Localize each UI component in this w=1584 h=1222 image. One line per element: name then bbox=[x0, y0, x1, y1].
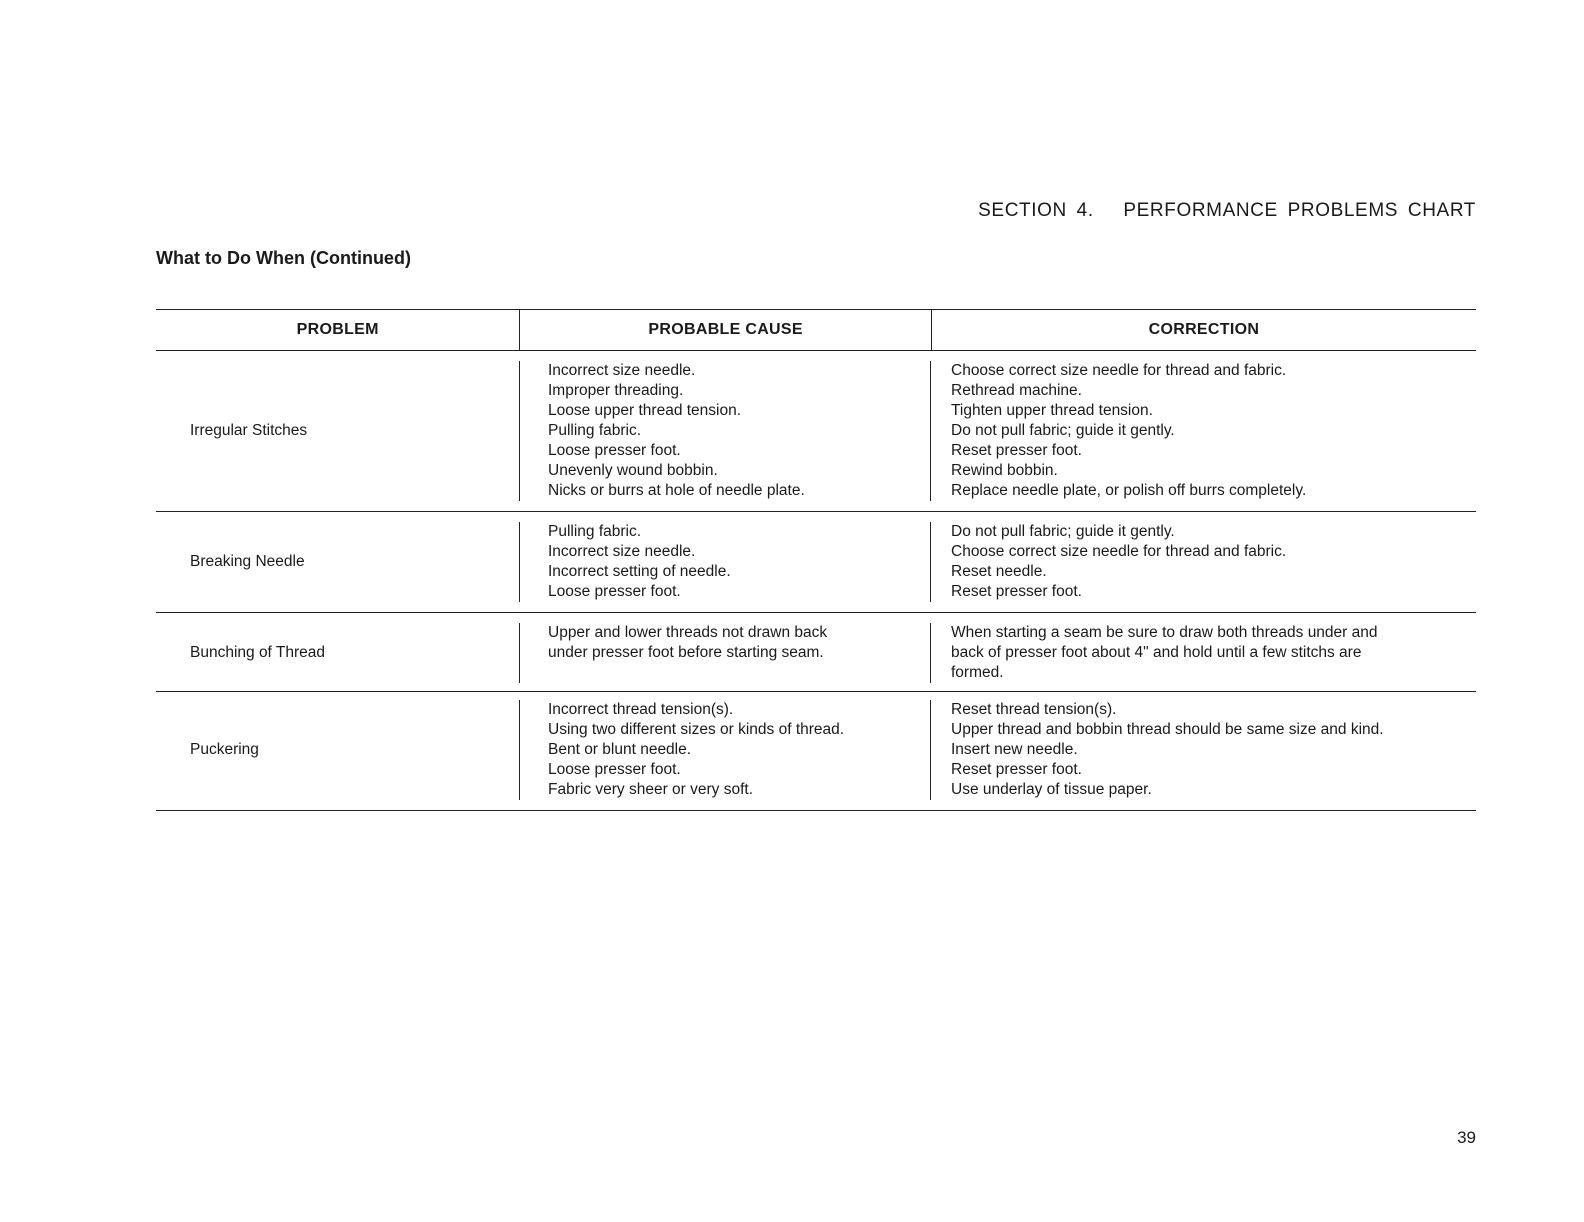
cause-line: Nicks or burrs at hole of needle plate. bbox=[548, 482, 805, 499]
cause-line: Loose presser foot. bbox=[548, 583, 681, 600]
correction-cell bbox=[931, 522, 1476, 602]
cause-line: Incorrect setting of needle. bbox=[548, 563, 731, 580]
table-row bbox=[156, 692, 1476, 811]
correction-line: Upper thread and bobbin thread should be same size and kind. bbox=[951, 721, 1384, 738]
problem-cell: Breaking Needle bbox=[156, 522, 520, 602]
correction-line: Replace needle plate, or polish off burrs completely. bbox=[951, 482, 1307, 499]
correction-line: Use underlay of tissue paper. bbox=[951, 781, 1152, 798]
correction-cell bbox=[931, 623, 1476, 683]
cause-line: Improper threading. bbox=[548, 382, 684, 399]
cause-cell bbox=[520, 361, 931, 501]
problem-cell: Irregular Stitches bbox=[156, 361, 520, 501]
correction-line: Tighten upper thread tension. bbox=[951, 402, 1153, 419]
correction-line: Insert new needle. bbox=[951, 741, 1078, 758]
cause-line: Incorrect thread tension(s). bbox=[548, 701, 734, 718]
problem-cell: Bunching of Thread bbox=[156, 623, 520, 683]
cause-line: Loose presser foot. bbox=[548, 761, 681, 778]
correction-line: Do not pull fabric; guide it gently. bbox=[951, 523, 1175, 540]
correction-line: Reset presser foot. bbox=[951, 761, 1082, 778]
correction-line: Rewind bobbin. bbox=[951, 462, 1058, 479]
table-header bbox=[156, 309, 1476, 351]
problem-cell: Puckering bbox=[156, 700, 520, 800]
cause-line: Pulling fabric. bbox=[548, 422, 642, 439]
correction-line: Choose correct size needle for thread and fabric. bbox=[951, 362, 1287, 379]
correction-line: Reset needle. bbox=[951, 563, 1047, 580]
cause-line: Fabric very sheer or very soft. bbox=[548, 781, 754, 798]
cause-line: Incorrect size needle. bbox=[548, 362, 696, 379]
correction-line: Rethread machine. bbox=[951, 382, 1082, 399]
correction-line: formed. bbox=[951, 664, 1004, 681]
cause-line: Using two different sizes or kinds of thread. bbox=[548, 721, 845, 738]
cause-line: Pulling fabric. bbox=[548, 523, 642, 540]
correction-line: Do not pull fabric; guide it gently. bbox=[951, 422, 1175, 439]
cause-line: Loose upper thread tension. bbox=[548, 402, 742, 419]
cause-line: under presser foot before starting seam. bbox=[548, 644, 824, 661]
correction-line: Reset presser foot. bbox=[951, 583, 1082, 600]
cause-line: Upper and lower threads not drawn back bbox=[548, 624, 828, 641]
cause-line: Loose presser foot. bbox=[548, 442, 681, 459]
table-row bbox=[156, 351, 1476, 512]
performance-problems-table bbox=[156, 309, 1476, 811]
correction-line: Reset thread tension(s). bbox=[951, 701, 1117, 718]
cause-cell bbox=[520, 522, 931, 602]
section-title: SECTION 4. PERFORMANCE PROBLEMS CHART bbox=[978, 200, 1476, 221]
page-number: 39 bbox=[1457, 1128, 1476, 1147]
page-subtitle: What to Do When (Continued) bbox=[156, 248, 411, 268]
correction-line: Reset presser foot. bbox=[951, 442, 1082, 459]
cause-line: Incorrect size needle. bbox=[548, 543, 696, 560]
column-header-problem: PROBLEM bbox=[156, 310, 520, 350]
correction-cell bbox=[931, 700, 1476, 800]
cause-line: Unevenly wound bobbin. bbox=[548, 462, 718, 479]
correction-cell bbox=[931, 361, 1476, 501]
correction-line: When starting a seam be sure to draw both threads under and bbox=[951, 624, 1378, 641]
column-header-probable-cause: PROBABLE CAUSE bbox=[520, 310, 931, 350]
column-header-correction: CORRECTION bbox=[1148, 321, 1260, 338]
cause-cell bbox=[520, 700, 931, 800]
table-row bbox=[156, 512, 1476, 613]
correction-line: Choose correct size needle for thread and fabric. bbox=[951, 543, 1287, 560]
correction-line: back of presser foot about 4" and hold until a few stitchs are bbox=[951, 644, 1362, 661]
cause-line: Bent or blunt needle. bbox=[548, 741, 692, 758]
cause-cell bbox=[520, 623, 931, 683]
table-row bbox=[156, 613, 1476, 692]
